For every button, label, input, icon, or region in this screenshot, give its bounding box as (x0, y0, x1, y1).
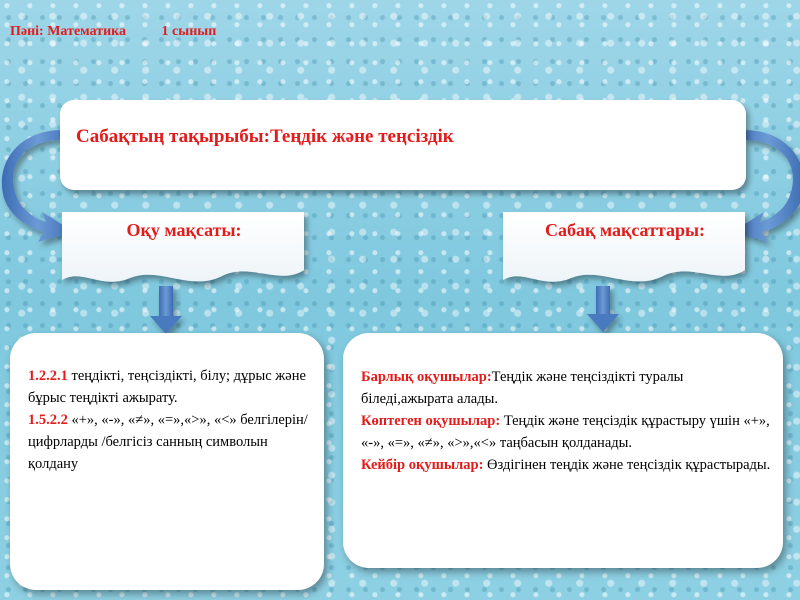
lesson-topic-title: Сабақтың тақырыбы:Теңдік және теңсіздік (76, 126, 454, 147)
goal-many-text: Теңдік және теңсіздік құрастыру үшін «+», «-», «=», «≠», «>»,«<» таңбасын қолданады. (361, 413, 770, 452)
objective-code-1: 1.2.2.1 (28, 368, 68, 384)
learning-objective-banner-label: Оқу мақсаты: (126, 220, 242, 240)
lesson-goals-box (343, 333, 783, 568)
left-down-arrow-icon (150, 286, 182, 334)
learning-objective-1 (28, 365, 314, 409)
goal-some-label: Кейбір оқушылар: (361, 457, 484, 474)
lesson-topic-box (60, 100, 746, 190)
learning-objectives-box (10, 333, 324, 590)
learning-objective-2 (28, 409, 314, 475)
goal-many-label: Көптеген оқушылар: (361, 413, 501, 430)
goal-all-text: Теңдік және теңсіздікті туралы біледі,ажырата алады. (361, 369, 684, 408)
goal-many-students (361, 410, 773, 454)
lesson-goals-banner-label: Сабақ мақсаттары: (544, 220, 706, 240)
objective-code-2: 1.5.2.2 (28, 412, 68, 429)
grade-label: 1 сынып (161, 24, 217, 39)
goal-some-text: Өздігінен теңдік және теңсіздік құрастырады. (483, 457, 771, 474)
goal-some-students (361, 454, 773, 476)
objective-text-1: теңдікті, теңсіздікті, білу; дұрыс және бұрыс теңдікті ажырату. (28, 368, 306, 407)
objective-text-2: «+», «-», «≠», «=»,«>», «<» белгілерін/ цифрларды /белгісіз санның символын қолдану (28, 412, 308, 473)
goal-all-students (361, 366, 773, 410)
goal-all-label: Барлық оқушылар: (361, 369, 492, 385)
subject-label: Пәні: Математика (10, 24, 127, 39)
right-down-arrow-icon (587, 286, 619, 332)
